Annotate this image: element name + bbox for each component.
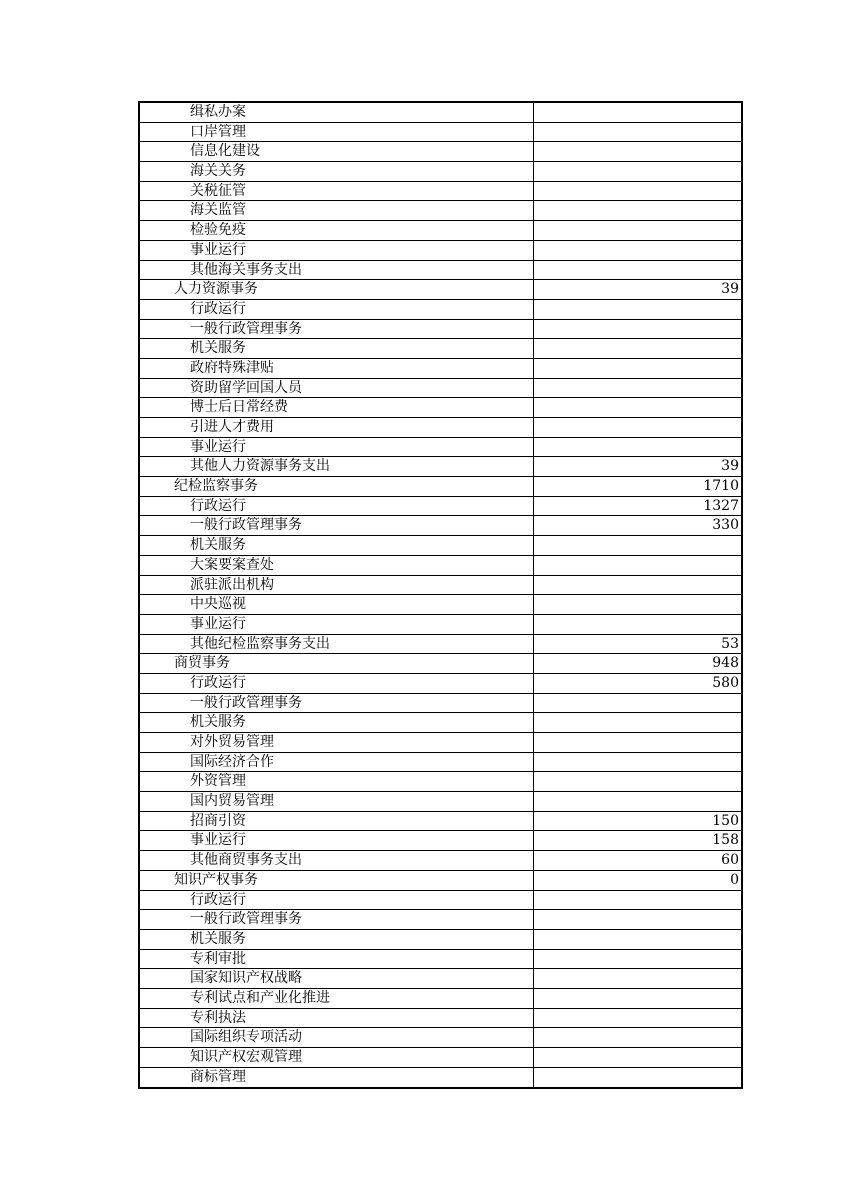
row-name-cell: 国家知识产权战略	[140, 969, 534, 988]
category-row	[140, 280, 741, 300]
row-value-cell	[534, 162, 741, 181]
row-value-cell	[534, 576, 741, 595]
row-value-cell: 580	[712, 674, 739, 691]
row-name-cell: 海关关务	[140, 162, 534, 181]
item-row	[140, 241, 741, 261]
row-value-cell	[534, 359, 741, 378]
row-value-cell	[534, 556, 741, 575]
item-row	[140, 1068, 741, 1088]
item-row	[140, 615, 741, 635]
row-name-cell: 一般行政管理事务	[140, 694, 534, 713]
row-name-cell: 海关监管	[140, 201, 534, 220]
row-value-cell: 60	[721, 852, 739, 869]
item-row	[140, 457, 741, 477]
item-row	[140, 1009, 741, 1029]
item-row	[140, 851, 741, 871]
row-value-cell	[534, 536, 741, 555]
row-name-cell: 关税征管	[140, 182, 534, 201]
item-row	[140, 556, 741, 576]
row-name-cell: 派驻派出机构	[140, 576, 534, 595]
row-value-cell: 1710	[703, 478, 739, 495]
item-row	[140, 989, 741, 1009]
item-row	[140, 674, 741, 694]
item-row	[140, 221, 741, 241]
row-value-cell	[534, 950, 741, 969]
row-name-cell: 事业运行	[140, 615, 534, 634]
row-value-cell	[534, 201, 741, 220]
item-row	[140, 182, 741, 202]
row-name-cell: 商标管理	[140, 1068, 534, 1088]
row-value-cell	[534, 1028, 741, 1047]
row-name-cell: 对外贸易管理	[140, 733, 534, 752]
row-value-cell: 158	[712, 832, 739, 849]
row-name-cell: 事业运行	[140, 241, 534, 260]
row-name-cell: 行政运行	[140, 300, 534, 319]
item-row	[140, 733, 741, 753]
row-name-cell: 资助留学回国人员	[140, 379, 534, 398]
row-value-cell	[534, 123, 741, 142]
row-name-cell: 外资管理	[140, 772, 534, 791]
row-value-cell	[534, 595, 741, 614]
row-name-cell: 其他商贸事务支出	[140, 851, 534, 870]
row-name-cell: 其他海关事务支出	[140, 261, 534, 280]
item-row	[140, 339, 741, 359]
row-value-cell: 39	[721, 281, 739, 298]
item-row	[140, 359, 741, 379]
row-name-cell: 口岸管理	[140, 123, 534, 142]
row-value-cell	[534, 103, 741, 122]
row-value-cell: 330	[712, 517, 739, 534]
row-value-cell: 150	[712, 812, 739, 829]
item-row	[140, 969, 741, 989]
item-row	[140, 713, 741, 733]
row-value-cell	[534, 339, 741, 358]
item-row	[140, 123, 741, 143]
row-value-cell	[534, 379, 741, 398]
row-value-cell	[534, 182, 741, 201]
row-name-cell: 纪检监察事务	[140, 477, 534, 496]
row-name-cell: 行政运行	[140, 497, 534, 516]
row-value-cell	[534, 733, 741, 752]
row-value-cell	[534, 320, 741, 339]
item-row	[140, 950, 741, 970]
row-value-cell: 0	[730, 871, 739, 888]
row-value-cell	[534, 891, 741, 910]
item-row	[140, 536, 741, 556]
item-row	[140, 438, 741, 458]
row-name-cell: 商贸事务	[140, 654, 534, 673]
row-value-cell	[534, 753, 741, 772]
row-name-cell: 其他人力资源事务支出	[140, 457, 534, 476]
row-value-cell	[534, 241, 741, 260]
row-name-cell: 知识产权宏观管理	[140, 1048, 534, 1067]
row-value-cell	[534, 694, 741, 713]
row-name-cell: 机关服务	[140, 339, 534, 358]
row-name-cell: 机关服务	[140, 536, 534, 555]
item-row	[140, 812, 741, 832]
row-name-cell: 信息化建设	[140, 142, 534, 161]
row-name-cell: 行政运行	[140, 891, 534, 910]
row-value-cell	[534, 300, 741, 319]
item-row	[140, 635, 741, 655]
item-row	[140, 201, 741, 221]
item-row	[140, 792, 741, 812]
row-value-cell	[534, 398, 741, 417]
row-name-cell: 大案要案查处	[140, 556, 534, 575]
item-row	[140, 103, 741, 123]
item-row	[140, 595, 741, 615]
item-row	[140, 1048, 741, 1068]
row-name-cell: 人力资源事务	[140, 280, 534, 299]
row-name-cell: 中央巡视	[140, 595, 534, 614]
row-value-cell	[534, 772, 741, 791]
row-name-cell: 国内贸易管理	[140, 792, 534, 811]
row-value-cell	[534, 713, 741, 732]
row-value-cell	[534, 969, 741, 988]
row-value-cell	[534, 1048, 741, 1067]
item-row	[140, 162, 741, 182]
row-name-cell: 行政运行	[140, 674, 534, 693]
item-row	[140, 418, 741, 438]
row-name-cell: 专利执法	[140, 1009, 534, 1028]
row-value-cell: 53	[721, 635, 739, 652]
item-row	[140, 142, 741, 162]
row-name-cell: 事业运行	[140, 438, 534, 457]
row-name-cell: 一般行政管理事务	[140, 516, 534, 535]
item-row	[140, 910, 741, 930]
row-value-cell	[534, 1009, 741, 1028]
row-name-cell: 机关服务	[140, 930, 534, 949]
row-value-cell: 948	[712, 655, 739, 672]
item-row	[140, 1028, 741, 1048]
row-name-cell: 检验免疫	[140, 221, 534, 240]
row-value-cell	[534, 910, 741, 929]
row-value-cell	[534, 792, 741, 811]
category-row	[140, 871, 741, 891]
row-name-cell: 引进人才费用	[140, 418, 534, 437]
category-row	[140, 654, 741, 674]
row-name-cell: 其他纪检监察事务支出	[140, 635, 534, 654]
row-value-cell: 1327	[703, 497, 739, 514]
row-name-cell: 事业运行	[140, 831, 534, 850]
item-row	[140, 261, 741, 281]
item-row	[140, 497, 741, 517]
row-name-cell: 知识产权事务	[140, 871, 534, 890]
row-value-cell	[534, 989, 741, 1008]
row-name-cell: 缉私办案	[140, 103, 534, 122]
row-value-cell	[534, 142, 741, 161]
item-row	[140, 300, 741, 320]
row-name-cell: 招商引资	[140, 812, 534, 831]
item-row	[140, 753, 741, 773]
row-name-cell: 政府特殊津贴	[140, 359, 534, 378]
item-row	[140, 694, 741, 714]
row-value-cell	[534, 1068, 741, 1088]
item-row	[140, 772, 741, 792]
row-value-cell: 39	[721, 458, 739, 475]
item-row	[140, 516, 741, 536]
item-row	[140, 891, 741, 911]
row-value-cell	[534, 221, 741, 240]
category-row	[140, 477, 741, 497]
row-value-cell	[534, 261, 741, 280]
item-row	[140, 831, 741, 851]
item-row	[140, 930, 741, 950]
row-name-cell: 一般行政管理事务	[140, 910, 534, 929]
item-row	[140, 398, 741, 418]
item-row	[140, 320, 741, 340]
row-name-cell: 博士后日常经费	[140, 398, 534, 417]
row-name-cell: 机关服务	[140, 713, 534, 732]
row-value-cell	[534, 615, 741, 634]
row-value-cell	[534, 438, 741, 457]
item-row	[140, 379, 741, 399]
item-row	[140, 576, 741, 596]
row-name-cell: 专利审批	[140, 950, 534, 969]
row-value-cell	[534, 418, 741, 437]
row-name-cell: 国际组织专项活动	[140, 1028, 534, 1047]
row-name-cell: 一般行政管理事务	[140, 320, 534, 339]
row-name-cell: 专利试点和产业化推进	[140, 989, 534, 1008]
expenditure-table	[138, 101, 743, 1089]
row-value-cell	[534, 930, 741, 949]
row-name-cell: 国际经济合作	[140, 753, 534, 772]
